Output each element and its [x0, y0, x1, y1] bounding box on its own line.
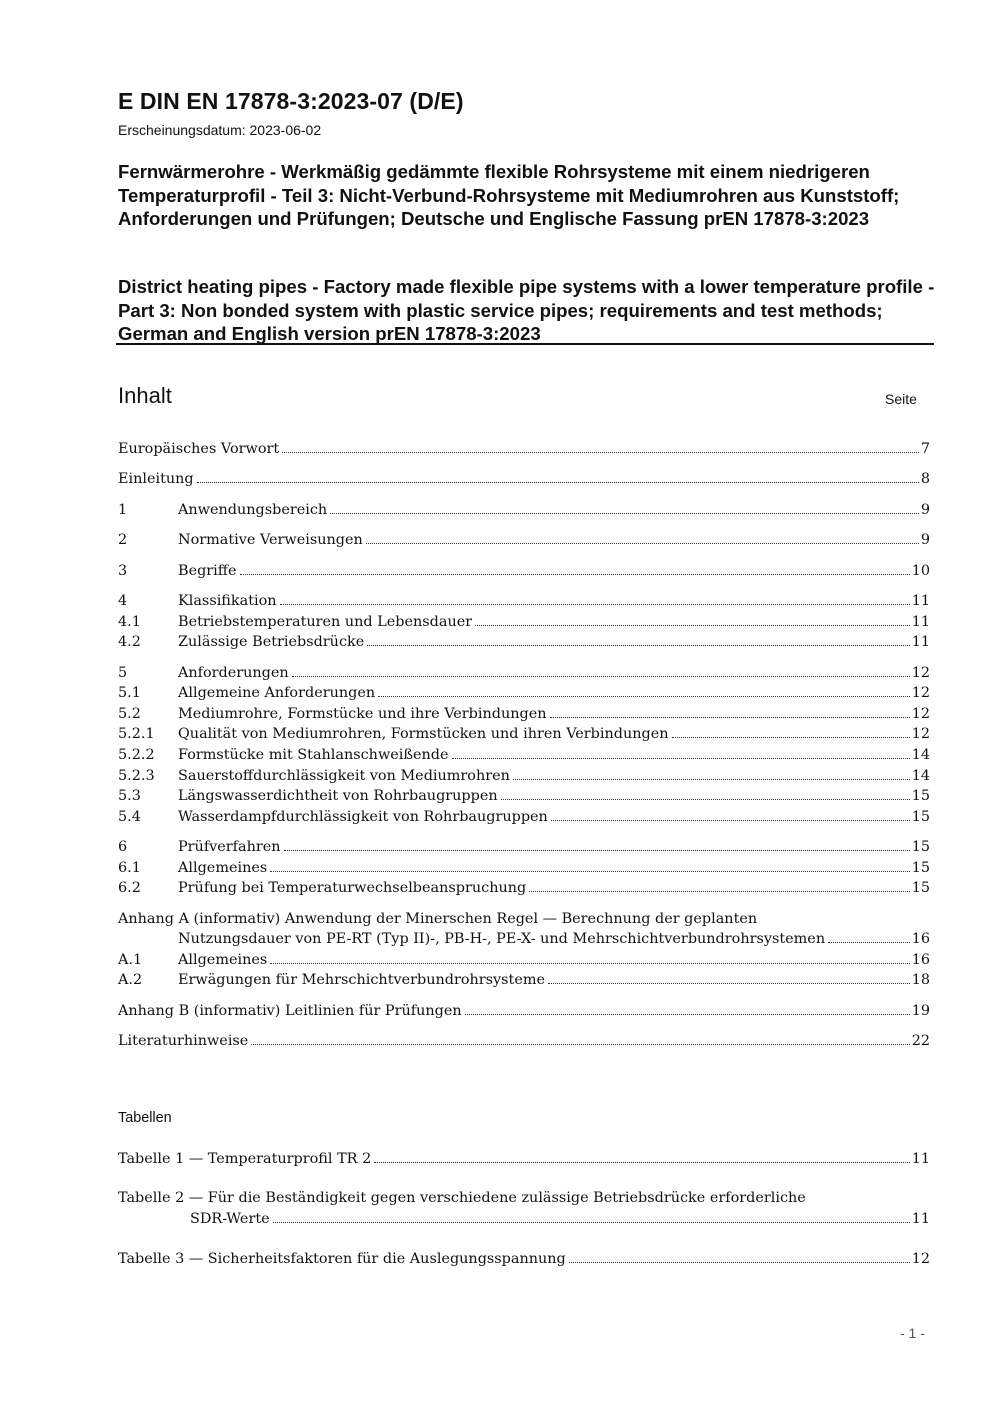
leader-dots — [270, 963, 909, 964]
toc-label: Begriffe — [178, 563, 237, 579]
toc-number: 4 — [118, 593, 128, 609]
toc-number: 5.4 — [118, 809, 141, 825]
toc-entry-5-3[interactable] — [118, 788, 930, 808]
tables-heading: Tabellen — [118, 1110, 172, 1126]
toc-label: Klassifikation — [178, 593, 277, 609]
table-entry-2[interactable] — [190, 1211, 930, 1231]
leader-dots — [251, 1044, 909, 1045]
toc-label: Längswasserdichtheit von Rohrbaugruppen — [178, 788, 498, 804]
toc-page: 12 — [911, 665, 930, 681]
toc-entry-2[interactable] — [118, 532, 930, 552]
title-german: Fernwärmerohre - Werkmäßig gedämmte flexible Rohrsysteme mit einem niedrigeren Temperaturprofil - Teil 3: Nicht-Verbund-Rohrsysteme mit Mediumrohren aus Kunststoff; Anforderungen und Prüfungen; Deutsche und Englische Fassung prEN 17878-3:2023 — [118, 161, 900, 229]
publication-date: Erscheinungsdatum: 2023-06-02 — [118, 122, 322, 138]
toc-label: Literaturhinweise — [118, 1033, 249, 1049]
toc-entry-introduction[interactable] — [118, 471, 930, 491]
toc-page: 14 — [911, 768, 930, 784]
table-page: 12 — [911, 1251, 930, 1267]
toc-number: 5.2.2 — [118, 747, 155, 763]
toc-page: 14 — [911, 747, 930, 763]
toc-page: 16 — [911, 931, 930, 947]
toc-page: 15 — [911, 839, 930, 855]
toc-entry-a-2[interactable] — [118, 972, 930, 992]
leader-dots — [273, 1222, 910, 1223]
toc-page: 8 — [920, 471, 930, 487]
toc-label: Nutzungsdauer von PE-RT (Typ II)-, PB-H-, PE-X- und Mehrschichtverbundrohrsystemen — [178, 931, 826, 947]
table-entry-1[interactable] — [118, 1151, 930, 1171]
toc-entry-1[interactable] — [118, 502, 930, 522]
leader-dots — [330, 513, 919, 514]
toc-label: Erwägungen für Mehrschichtverbundrohrsysteme — [178, 972, 546, 988]
toc-number: A.2 — [118, 972, 143, 988]
toc-number: 4.1 — [118, 614, 141, 630]
leader-dots — [282, 452, 919, 453]
leader-dots — [548, 983, 910, 984]
title-divider — [116, 343, 934, 345]
toc-page: 12 — [911, 685, 930, 701]
leader-dots — [374, 1162, 909, 1163]
toc-label: Anhang B (informativ) Leitlinien für Prüfungen — [118, 1003, 462, 1019]
leader-dots — [465, 1014, 910, 1015]
toc-label: Anwendungsbereich — [178, 502, 328, 518]
toc-entry-4[interactable] — [118, 593, 930, 613]
toc-page: 15 — [911, 860, 930, 876]
page-column-heading: Seite — [885, 391, 917, 407]
toc-label: Prüfverfahren — [178, 839, 281, 855]
toc-label: Sauerstoffdurchlässigkeit von Mediumrohren — [178, 768, 510, 784]
toc-number: 6 — [118, 839, 128, 855]
page-number: - 1 - — [900, 1325, 925, 1341]
title-english: District heating pipes - Factory made flexible pipe systems with a lower temperature profile - Part 3: Non bonded system with plastic service pipes; requirements and test methods; German and English version prEN 17878-3:2023 — [118, 276, 935, 344]
toc-entry-6-1[interactable] — [118, 860, 930, 880]
toc-entry-5-4[interactable] — [118, 809, 930, 829]
table-page: 11 — [911, 1211, 930, 1227]
toc-page: 11 — [911, 634, 930, 650]
toc-label: Wasserdampfdurchlässigkeit von Rohrbaugruppen — [178, 809, 548, 825]
contents-heading: Inhalt — [118, 383, 172, 408]
leader-dots — [280, 604, 910, 605]
leader-dots — [284, 850, 910, 851]
toc-entry-foreword[interactable] — [118, 441, 930, 461]
leader-dots — [452, 758, 910, 759]
leader-dots — [551, 820, 910, 821]
leader-dots — [367, 645, 909, 646]
toc-entry-5-2-2[interactable] — [118, 747, 930, 767]
toc-entry-annex-b[interactable] — [118, 1003, 930, 1023]
toc-number: 5 — [118, 665, 128, 681]
toc-number: 2 — [118, 532, 128, 548]
toc-label: Europäisches Vorwort — [118, 441, 280, 457]
leader-dots — [240, 574, 910, 575]
leader-dots — [475, 625, 910, 626]
table-label: SDR-Werte — [190, 1211, 270, 1227]
toc-entry-3[interactable] — [118, 563, 930, 583]
toc-number: 5.2.1 — [118, 726, 155, 742]
leader-dots — [197, 482, 919, 483]
toc-entry-5-1[interactable] — [118, 685, 930, 705]
toc-entry-a-1[interactable] — [118, 952, 930, 972]
toc-label: Allgemeines — [178, 952, 268, 968]
toc-page: 11 — [911, 614, 930, 630]
toc-page: 9 — [920, 502, 930, 518]
table-label: Tabelle 1 — Temperaturprofil TR 2 — [118, 1151, 372, 1167]
toc-page: 10 — [911, 563, 930, 579]
toc-entry-6[interactable] — [118, 839, 930, 859]
leader-dots — [292, 676, 910, 677]
toc-page: 22 — [911, 1033, 930, 1049]
toc-entry-5[interactable] — [118, 665, 930, 685]
toc-label: Prüfung bei Temperaturwechselbeanspruchung — [178, 880, 527, 896]
toc-page: 11 — [911, 593, 930, 609]
toc-label: Formstücke mit Stahlanschweißende — [178, 747, 449, 763]
leader-dots — [378, 696, 910, 697]
toc-number: 4.2 — [118, 634, 141, 650]
toc-page: 15 — [911, 880, 930, 896]
table-page: 11 — [911, 1151, 930, 1167]
toc-page: 15 — [911, 788, 930, 804]
toc-page: 12 — [911, 726, 930, 742]
toc-entry-5-2-3[interactable] — [118, 768, 930, 788]
toc-page: 7 — [920, 441, 930, 457]
leader-dots — [672, 737, 910, 738]
toc-entry-4-1[interactable] — [118, 614, 930, 634]
toc-number: 5.1 — [118, 685, 141, 701]
toc-entry-5-2[interactable] — [118, 706, 930, 726]
toc-label: Mediumrohre, Formstücke und ihre Verbindungen — [178, 706, 547, 722]
toc-entry-annex-a[interactable] — [178, 931, 930, 951]
toc-number: 5.3 — [118, 788, 141, 804]
leader-dots — [828, 942, 910, 943]
toc-label: Allgemeines — [178, 860, 268, 876]
toc-label: Qualität von Mediumrohren, Formstücken und ihren Verbindungen — [178, 726, 669, 742]
leader-dots — [270, 871, 909, 872]
leader-dots — [501, 799, 910, 800]
toc-number: 5.2 — [118, 706, 141, 722]
toc-label: Betriebstemperaturen und Lebensdauer — [178, 614, 473, 630]
toc-entry-5-2-1[interactable] — [118, 726, 930, 746]
toc-number: 3 — [118, 563, 128, 579]
toc-entry-bibliography[interactable] — [118, 1033, 930, 1053]
leader-dots — [569, 1262, 910, 1263]
toc-page: 16 — [911, 952, 930, 968]
toc-entry-annex-a-title[interactable]: Anhang A (informativ) Anwendung der Minerschen Regel — Berechnung der geplanten — [118, 911, 758, 927]
toc-page: 19 — [911, 1003, 930, 1019]
table-entry-3[interactable] — [118, 1251, 930, 1271]
leader-dots — [366, 543, 919, 544]
toc-page: 12 — [911, 706, 930, 722]
toc-number: 1 — [118, 502, 128, 518]
leader-dots — [550, 717, 910, 718]
document-id: E DIN EN 17878-3:2023-07 (D/E) — [118, 88, 464, 114]
table-label: Tabelle 3 — Sicherheitsfaktoren für die Auslegungsspannung — [118, 1251, 566, 1267]
toc-label: Normative Verweisungen — [178, 532, 363, 548]
toc-number: A.1 — [118, 952, 143, 968]
toc-label: Einleitung — [118, 471, 194, 487]
toc-number: 6.2 — [118, 880, 141, 896]
toc-page: 18 — [911, 972, 930, 988]
toc-page: 15 — [911, 809, 930, 825]
table-entry-2-title[interactable]: Tabelle 2 — Für die Beständigkeit gegen verschiedene zulässige Betriebsdrücke erforderliche — [118, 1190, 806, 1206]
toc-label: Anforderungen — [178, 665, 289, 681]
toc-entry-4-2[interactable] — [118, 634, 930, 654]
toc-number: 6.1 — [118, 860, 141, 876]
leader-dots — [529, 891, 909, 892]
toc-label: Zulässige Betriebsdrücke — [178, 634, 365, 650]
leader-dots — [513, 779, 910, 780]
toc-number: 5.2.3 — [118, 768, 155, 784]
toc-entry-6-2[interactable] — [118, 880, 930, 900]
toc-page: 9 — [920, 532, 930, 548]
toc-label: Allgemeine Anforderungen — [178, 685, 376, 701]
